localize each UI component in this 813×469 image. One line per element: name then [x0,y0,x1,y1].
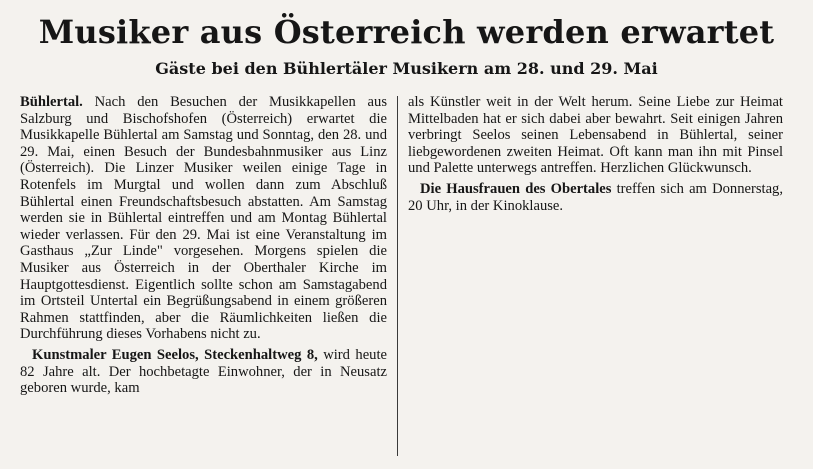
paragraph-text: als Künstler weit in der Welt herum. Seine Liebe zur Heimat Mittelbaden hat er sich dabei aber bewahrt. Seit einigen Jahren verbringt Seelos seinen Lebensabend in Bühlertal, seiner liebgewordenen zweiten Heimat. Oft kann man ihn mit Pinsel und Palette unterwegs antreffen. Herzlichen Glückwunsch. [408,94,783,177]
paragraph-housewives [408,181,783,214]
paragraph-text: treffen sich am Donnerstag, 20 Uhr, in der Kinoklause. [408,180,783,214]
subheadline: Gäste bei den Bühlertäler Musikern am 28. und 29. Mai [155,59,658,78]
paragraph-lead: Bühlertal. [20,94,83,110]
paragraph-birthday-continued [408,94,783,177]
left-column [20,94,387,397]
paragraph-text: wird heute 82 Jahre alt. Der hochbetagte Einwohner, der in Neusatz geboren wurde, kam [20,346,387,397]
right-column [408,94,783,214]
paragraph-lead: Kunstmaler Eugen Seelos, Steckenhaltweg 8, [32,346,318,363]
headline: Musiker aus Österreich werden erwartet [38,13,775,51]
column-divider [397,96,398,456]
paragraph-buehlertal-musicians [20,94,387,343]
paragraph-birthday-seelos [20,347,387,397]
paragraph-lead: Die Hausfrauen des Obertales [420,180,612,197]
paragraph-text: Nach den Besuchen der Musikkapellen aus Salzburg und Bischofshofen (Österreich) erwartet die Musikkapelle Bühlertal am Samstag und Sonntag, den 28. und 29. Mai, einen Besuch der Bundesbahnmusiker aus Linz (Österreich). Die Linzer Musiker weilen einige Tage in Rotenfels im Murgtal und wollen dann zum Abschluß Bühlertal einen Freundschaftsbesuch abstatten. Am Samstag werden sie in Bühlertal eintreffen und am Montag Bühlertal wieder verlassen. Für den 29. Mai ist eine Veranstaltung im Gasthaus „Zur Linde" vorgesehen. Morgens spielen die Musiker aus Österreich in der Oberthaler Kirche im Hauptgottesdienst. Eigentlich sollte schon am Samstagabend im Ortsteil Untertal ein Begrüßungsabend in einem größeren Rahmen stattfinden, aber die Räumlichkeiten ließen die Durchführung dieses Vorhabens nicht zu. [20,94,387,343]
